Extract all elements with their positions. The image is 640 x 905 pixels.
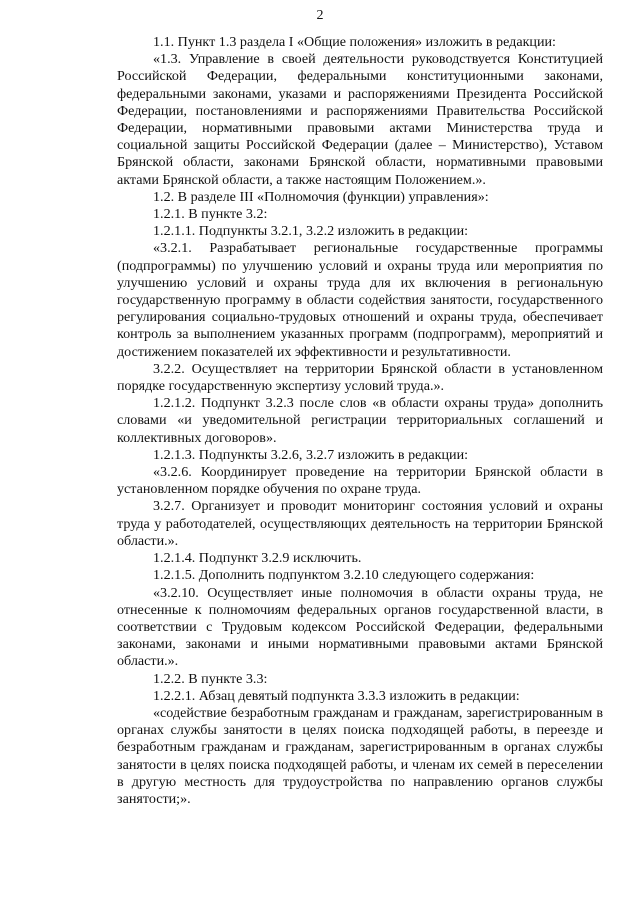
paragraph-1-1: 1.1. Пункт 1.3 раздела I «Общие положения» изложить в редакции: bbox=[153, 34, 556, 50]
paragraph-1-3-text: «1.3. Управление в своей деятельности руководствуется Конституцией Российской Федерации, федеральными конституционными законами, федеральными законами, указами и распоряжениями Президента Российской Федерации, постановлениями и распоряжениями Правительства Российской Федерации, нормативными правовыми актами Министерства труда и социальной защиты Российской Федерации (далее – Министерство), Уставом Брянской области, законами Брянской области, нормативными правовыми актами Брянской области, а также настоящим Положением.». bbox=[117, 51, 603, 188]
paragraph-1-2-1-3: 1.2.1.3. Подпункты 3.2.6, 3.2.7 изложить в редакции: bbox=[153, 446, 469, 463]
paragraph-1-2: 1.2. В разделе III «Полномочия (функции) управления»: bbox=[153, 188, 489, 205]
paragraph-1-2-1: 1.2.1. В пункте 3.2: bbox=[153, 206, 268, 223]
page-number: 2 bbox=[316, 8, 324, 23]
paragraph-1-2-2: 1.2.2. В пункте 3.3: bbox=[153, 670, 268, 687]
paragraph-3-2-6: «3.2.6. Координирует проведение на территории Брянской области в установленном порядке обучения по охране труда. bbox=[117, 464, 603, 498]
paragraph-1-2-1-5: 1.2.1.5. Дополнить подпунктом 3.2.10 следующего содержания: bbox=[153, 567, 535, 584]
paragraph-3-2-7: 3.2.7. Организует и проводит мониторинг состояния условий и охраны труда у работодателей, осуществляющих деятельность на территории Брянской области.». bbox=[117, 498, 603, 549]
paragraph-1-2-1-2: 1.2.1.2. Подпункт 3.2.3 после слов «в области охраны труда» дополнить словами «и уведомительной регистрации территориальных соглашений и коллективных договоров». bbox=[117, 395, 603, 446]
paragraph-1-2-1-4: 1.2.1.4. Подпункт 3.2.9 исключить. bbox=[153, 550, 362, 567]
paragraph-abzac-9: «содействие безработным гражданам и гражданам, зарегистрированным в органах службы занятости в целях поиска подходящей работы, в переезде и безработным гражданам и гражданам, зарегистрированным в органах службы занятости в целях поиска подходящей работы, и членам их семей в переселении в другую местность для трудоустройства по направлению органов службы занятости;». bbox=[117, 704, 603, 807]
document-body bbox=[117, 34, 603, 808]
paragraph-1-2-1-1: 1.2.1.1. Подпункты 3.2.1, 3.2.2 изложить в редакции: bbox=[153, 223, 469, 240]
paragraph-3-2-2: 3.2.2. Осуществляет на территории Брянской области в установленном порядке государственную экспертизу условий труда.». bbox=[117, 360, 603, 395]
paragraph-1-2-2-1: 1.2.2.1. Абзац девятый подпункта 3.3.3 изложить в редакции: bbox=[153, 687, 520, 704]
paragraph-3-2-10: «3.2.10. Осуществляет иные полномочия в области охраны труда, не отнесенные к полномочиям федеральных органов государственной власти, в соответствии с Трудовым кодексом Российской Федерации, федеральными законами, законами и иными нормативными правовыми актами Брянской области.». bbox=[117, 584, 603, 670]
paragraph-3-2-1: «3.2.1. Разрабатывает региональные государственные программы (подпрограммы) по улучшению условий и охраны труда или мероприятия по улучшению условий и охраны труда для их включения в региональную государственную программу в области содействия занятости, государственного регулирования социально-трудовых отношений и охраны труда, обеспечивает контроль за выполнением указанных программ (подпрограмм), мероприятий и достижением показателей их эффективности и результативности. bbox=[117, 240, 603, 360]
